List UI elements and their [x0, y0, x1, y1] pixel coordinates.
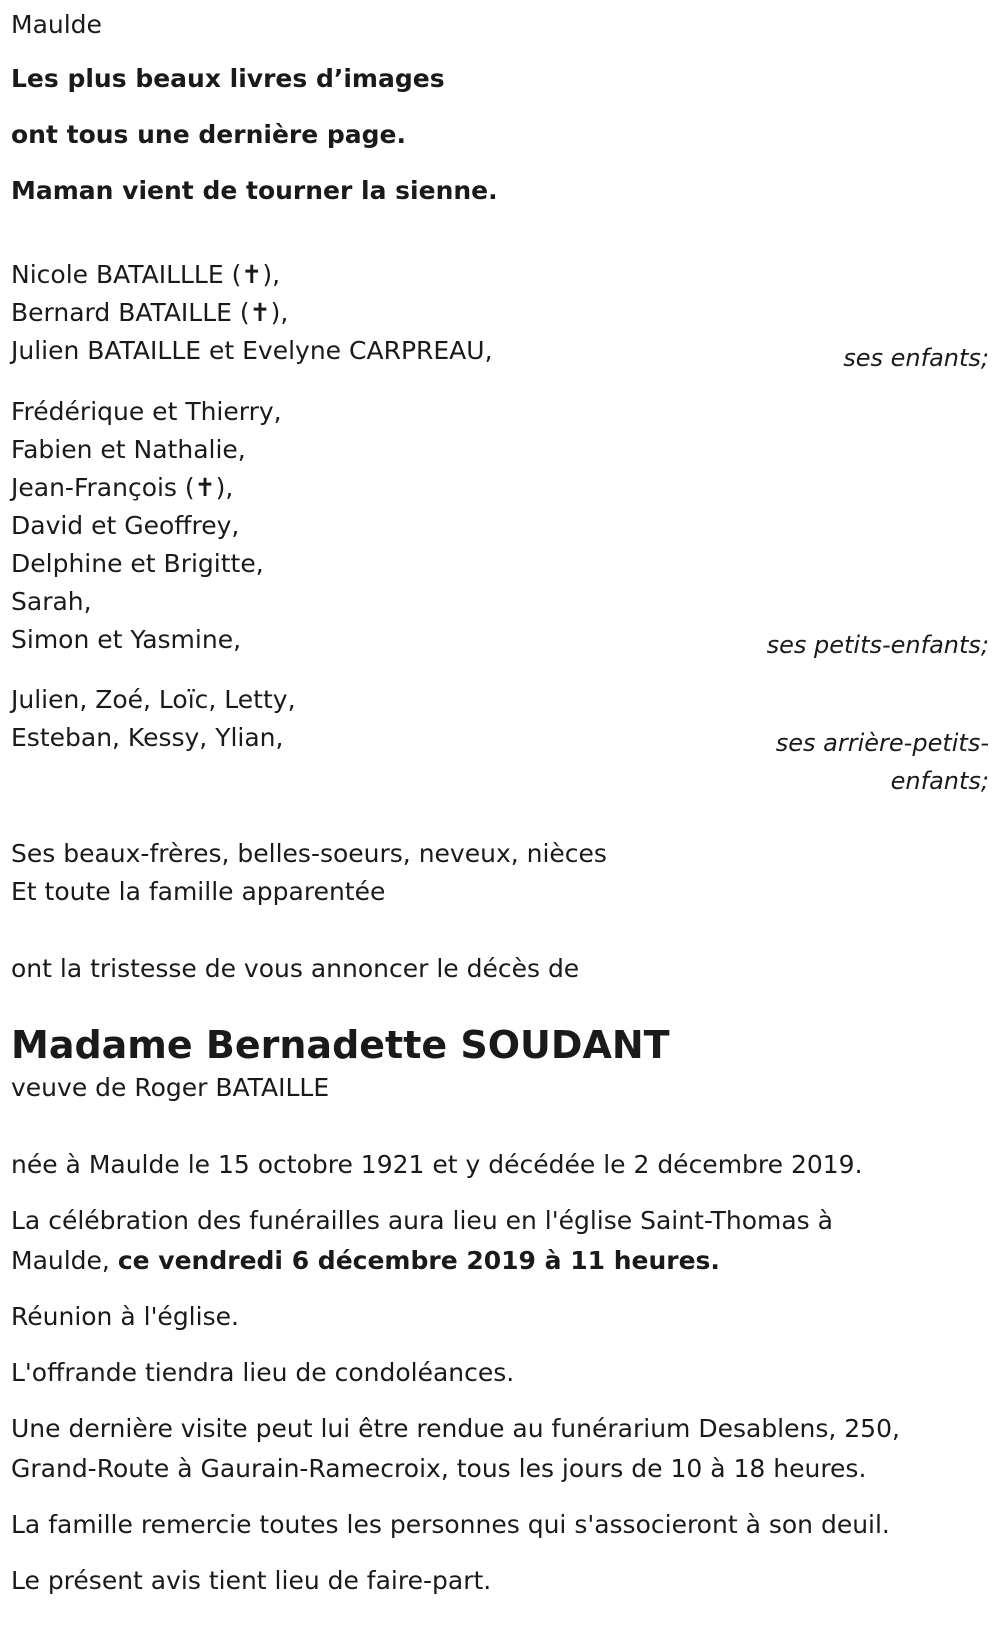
relation-great-grandchildren-line1: ses arrière-petits-: [775, 729, 989, 757]
grandchildren-group: [11, 393, 989, 659]
children-group: [11, 255, 989, 371]
great-grandchild-name: Esteban, Kessy, Ylian,: [11, 723, 284, 752]
grandchild-name: Jean-François (✝),: [11, 473, 234, 502]
child-name: Julien BATAILLE et Evelyne CARPREAU,: [11, 336, 493, 365]
poem-line: Les plus beaux livres d’images: [11, 64, 445, 93]
birth-death: née à Maulde le 15 octobre 1921 et y décédée le 2 décembre 2019.: [11, 1150, 863, 1179]
grandchild-name: Frédérique et Thierry,: [11, 397, 282, 426]
child-name: Bernard BATAILLE (✝),: [11, 298, 289, 327]
visit: Une dernière visite peut lui être rendue au funérarium Desablens, 250, Grand-Route à Gaurain-Ramecroix, tous les jours de 10 à 18 heures.: [11, 1414, 900, 1483]
obituary-notice: [11, 0, 989, 1617]
thanks: La famille remercie toutes les personnes qui s'associeront à son deuil.: [11, 1510, 890, 1539]
relation-grandchildren: ses petits-enfants;: [766, 631, 989, 659]
details: [11, 1145, 989, 1601]
poem: [11, 51, 989, 219]
offering: L'offrande tiendra lieu de condoléances.: [11, 1358, 515, 1387]
grandchild-name: Sarah,: [11, 587, 92, 616]
great-grandchild-name: Julien, Zoé, Loïc, Letty,: [11, 685, 296, 714]
grandchild-name: Delphine et Brigitte,: [11, 549, 264, 578]
relation-children: ses enfants;: [843, 344, 989, 372]
widow-of: veuve de Roger BATAILLE: [11, 1073, 330, 1102]
meeting: Réunion à l'église.: [11, 1302, 239, 1331]
poem-line: Maman vient de tourner la sienne.: [11, 176, 498, 205]
cross-icon: ✝: [241, 260, 263, 289]
poem-line: ont tous une dernière page.: [11, 120, 406, 149]
announcement: ont la tristesse de vous annoncer le décès de: [11, 954, 580, 983]
great-grandchildren-group: [11, 681, 989, 795]
deceased-name: Madame Bernadette SOUDANT: [11, 1023, 670, 1067]
grandchild-name: Fabien et Nathalie,: [11, 435, 246, 464]
child-name: Nicole BATAILLLE (✝),: [11, 260, 281, 289]
ceremony: La célébration des funérailles aura lieu en l'église Saint-Thomas à Maulde, ce vendredi 6 décembre 2019 à 11 heures.: [11, 1206, 833, 1275]
cross-icon: ✝: [249, 298, 271, 327]
place-name: Maulde: [11, 10, 102, 39]
notice: Le présent avis tient lieu de faire-part.: [11, 1566, 492, 1595]
extended-family-line: Ses beaux-frères, belles-soeurs, neveux, nièces: [11, 839, 607, 868]
extended-family-line: Et toute la famille apparentée: [11, 877, 386, 906]
grandchild-name: David et Geoffrey,: [11, 511, 240, 540]
relation-great-grandchildren-line2: enfants;: [890, 767, 989, 795]
ceremony-date: ce vendredi 6 décembre 2019 à 11 heures.: [117, 1246, 720, 1275]
extended-family: [11, 835, 989, 911]
grandchild-name: Simon et Yasmine,: [11, 625, 242, 654]
